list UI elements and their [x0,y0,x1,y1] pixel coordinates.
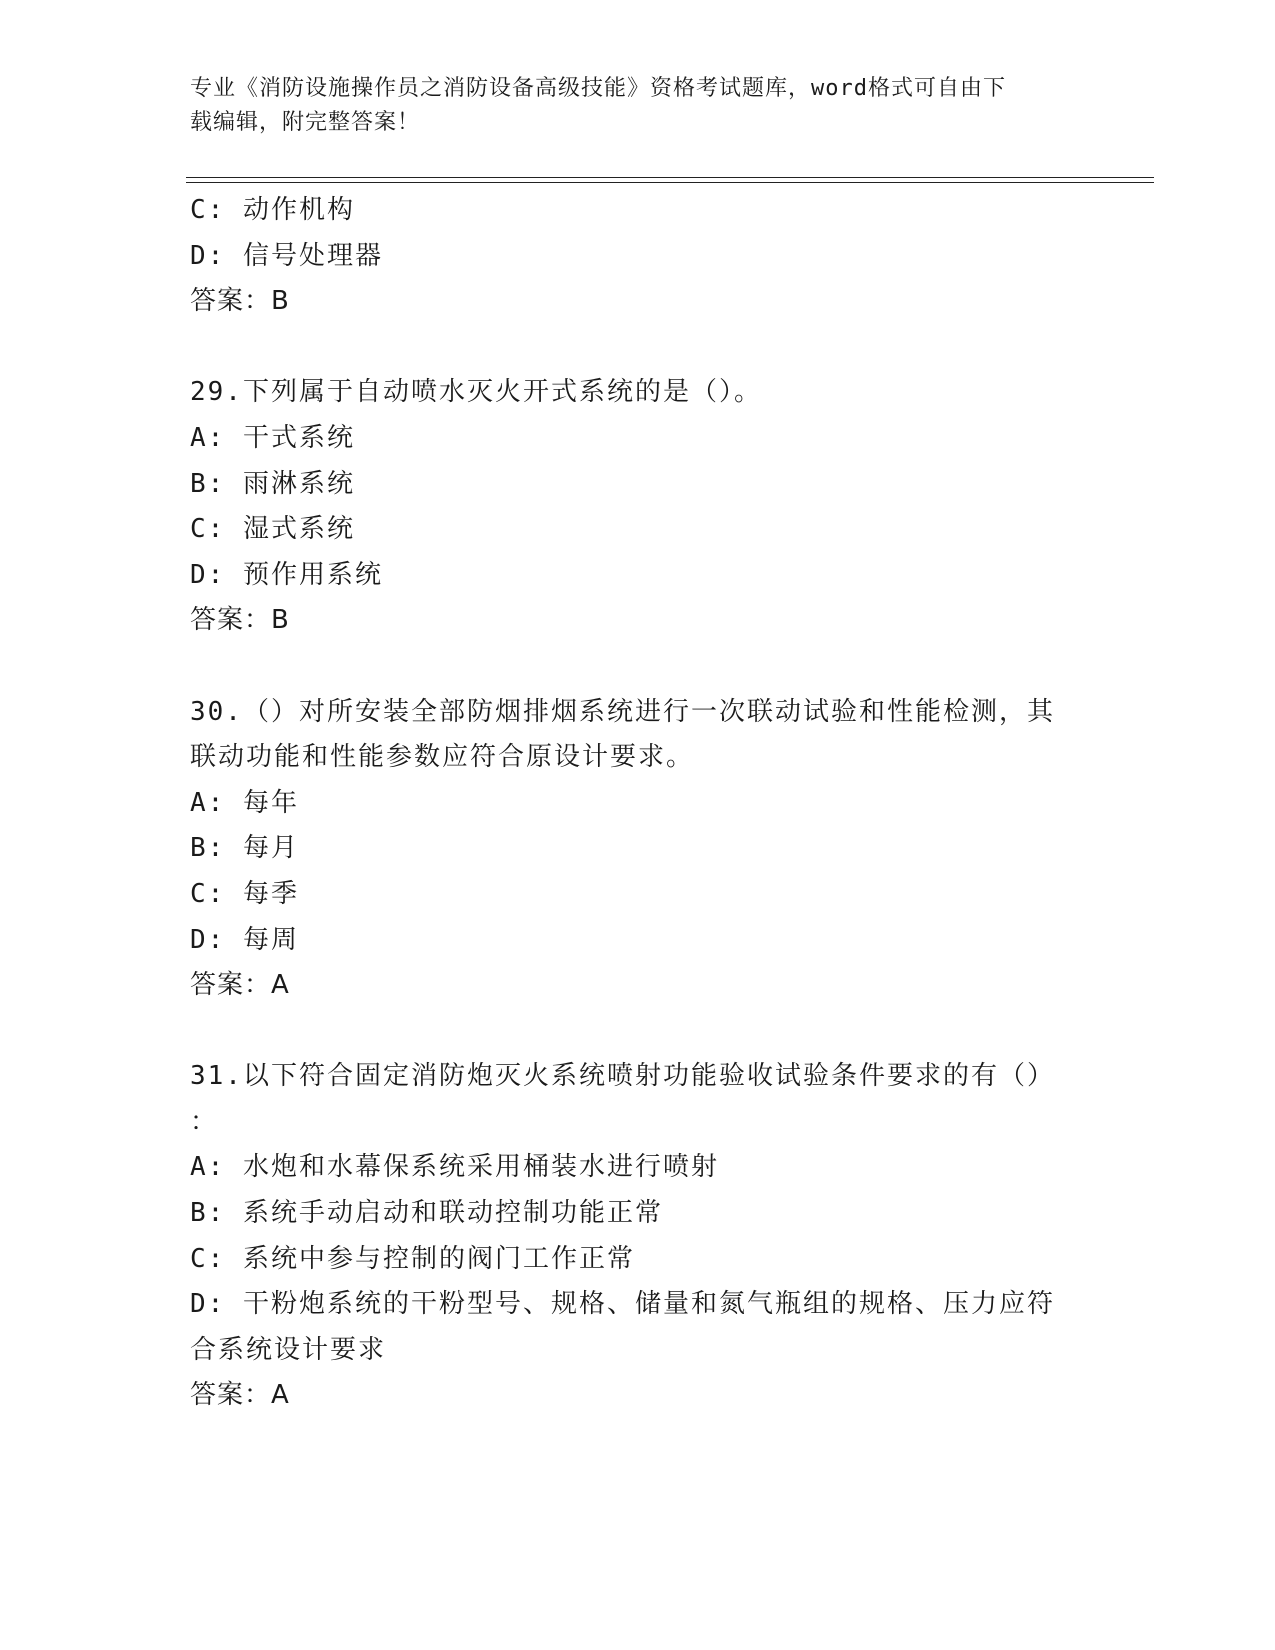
answer-line: 答案：A [190,970,290,1001]
option-c: C: 每季 [190,878,299,909]
option-a: A: 干式系统 [190,422,355,453]
answer-line: 答案：B [190,286,290,317]
option-b: B: 雨淋系统 [190,468,355,499]
option-a: A: 每年 [190,787,299,818]
option-d: D: 预作用系统 [190,559,383,590]
question-30 [190,690,1090,1009]
header-line-1: 专业《消防设施操作员之消防设备高级技能》资格考试题库，word格式可自由下 [190,76,1006,101]
answer-line: 答案：B [190,605,290,636]
answer-line: 答案：A [190,1380,290,1411]
option-d: D: 每周 [190,924,299,955]
question-stem: 31.以下符合固定消防炮灭火系统喷射功能验收试验条件要求的有（） [190,1061,1055,1092]
question-stem: 29.下列属于自动喷水灭火开式系统的是（）。 [190,377,762,408]
option-b: B: 系统手动启动和联动控制功能正常 [190,1198,663,1229]
option-a: A: 水炮和水幕保系统采用桶装水进行喷射 [190,1152,719,1183]
header-line-2: 载编辑，附完整答案！ [190,110,421,135]
option-b: B: 每月 [190,833,299,864]
option-c: C: 湿式系统 [190,514,355,545]
option-c: C: 系统中参与控制的阀门工作正常 [190,1243,635,1274]
document-header [190,72,1070,140]
question-stem: 30.（）对所安装全部防烟排烟系统进行一次联动试验和性能检测，其 [190,696,1055,727]
question-list [190,188,1090,1419]
spacer [190,325,1090,371]
prev-question-block [190,188,1090,325]
spacer [190,1009,1090,1055]
question-stem-continued: ： [190,1106,219,1137]
question-31 [190,1054,1090,1419]
question-stem-continued: 联动功能和性能参数应符合原设计要求。 [190,742,695,773]
question-29 [190,370,1090,644]
header-divider-top [186,177,1154,178]
option-d-continued: 合系统设计要求 [190,1334,387,1365]
option-d: D: 信号处理器 [190,240,383,271]
header-divider-bottom [186,182,1154,183]
spacer [190,644,1090,690]
option-c: C: 动作机构 [190,195,355,225]
option-d: D: 干粉炮系统的干粉型号、规格、储量和氮气瓶组的规格、压力应符 [190,1289,1055,1320]
